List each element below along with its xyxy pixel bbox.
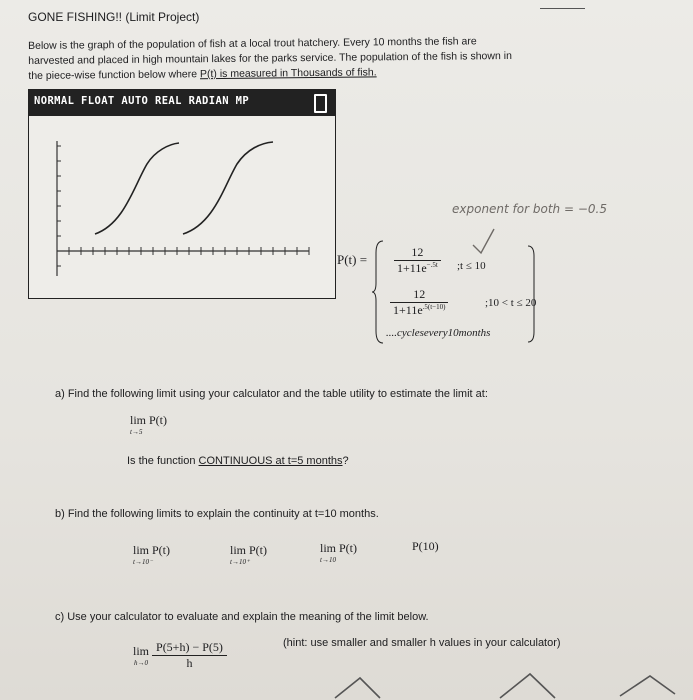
intro-underlined-units: P(t) is measured in Thousands of fish. <box>199 66 377 81</box>
part-c-lim-sub: h→0 <box>134 659 148 667</box>
part-b-function-value: P(10) <box>412 539 439 553</box>
part-c-question: c) Use your calculator to evaluate and explain the meaning of the limit below. <box>55 611 429 623</box>
calculator-status-bar <box>29 90 335 116</box>
part-a-limit-expr: lim P(t) <box>130 413 168 427</box>
part-a-question: a) Find the following limit using your calculator and the table utility to estimate the limit at: <box>55 388 488 400</box>
part-b-limit-two-sided <box>320 541 357 566</box>
function-label: P(t) = <box>337 252 368 267</box>
piece-1-denominator: 1+11e <box>397 261 427 275</box>
part-c-lim-word: lim <box>133 644 150 658</box>
piece-2-numerator: 12 <box>390 287 448 303</box>
part-b-limit-left-expr: lim P(t) <box>133 543 171 557</box>
calculator-screen <box>28 89 336 299</box>
part-b-limit-two-sided-expr: lim P(t) <box>320 541 358 555</box>
calculator-graph <box>29 116 335 298</box>
piece-1-fraction <box>394 245 441 276</box>
continuity-question <box>127 455 349 467</box>
part-c-denominator: h <box>186 656 193 670</box>
intro-line-1: Below is the graph of the population of fish at a local trout hatchery. Every 10 months the fish are <box>28 35 477 52</box>
part-b-limit-left-sub: t→10⁻ <box>133 558 153 566</box>
piece-1-exponent: −.5t <box>426 261 438 269</box>
piece-2-denominator: 1+11e <box>393 303 423 317</box>
piece-1-condition: ;t ≤ 10 <box>457 260 486 272</box>
continuity-prefix: Is the function <box>127 455 199 467</box>
top-rule <box>540 8 585 9</box>
graph-curve-first-cycle <box>95 143 179 234</box>
battery-icon <box>314 94 327 113</box>
part-c-numerator: P(5+h) − P(5) <box>152 640 227 656</box>
part-b-limit-right-expr: lim P(t) <box>230 543 268 557</box>
piece-2-condition: ;10 < t ≤ 20 <box>485 297 537 309</box>
piece-1-numerator: 12 <box>394 245 441 261</box>
graph-curve-second-cycle <box>183 142 273 234</box>
handwritten-note: exponent for both = −0.5 <box>452 202 607 216</box>
part-a-limit-sub: t→5 <box>130 428 143 436</box>
right-brace <box>526 244 538 344</box>
piece-3-note: ....cyclesevery10months <box>386 327 491 339</box>
bleed-through-marks <box>330 668 680 700</box>
part-c-limit <box>133 640 227 671</box>
continuity-underlined: CONTINUOUS at t=5 months <box>198 455 343 467</box>
continuity-suffix: ? <box>342 455 349 467</box>
intro-line-2: harvested and placed in high mountain lakes for the parks service. The population of the fish is shown in <box>28 49 512 67</box>
intro-paragraph <box>28 33 628 84</box>
part-b-limit-right-sub: t→10⁺ <box>230 558 250 566</box>
part-b-question: b) Find the following limits to explain the continuity at t=10 months. <box>55 508 379 520</box>
part-a-limit <box>130 413 167 439</box>
left-brace <box>371 239 385 345</box>
handwritten-check-icon <box>470 227 498 257</box>
part-b-limit-left <box>133 543 170 568</box>
worksheet-title: GONE FISHING!! (Limit Project) <box>28 10 200 24</box>
part-b-limit-right <box>230 543 267 568</box>
part-b-limit-two-sided-sub: t→10 <box>320 556 336 564</box>
intro-line-3-prefix: the piece-wise function below where <box>28 68 201 82</box>
piece-2-fraction <box>390 287 448 318</box>
piece-2-exponent: .5(t−10) <box>422 303 446 311</box>
calculator-mode-text: NORMAL FLOAT AUTO REAL RADIAN MP <box>34 95 250 107</box>
graph-x-ticks <box>69 247 309 255</box>
part-c-hint: (hint: use smaller and smaller h values in your calculator) <box>283 637 561 649</box>
